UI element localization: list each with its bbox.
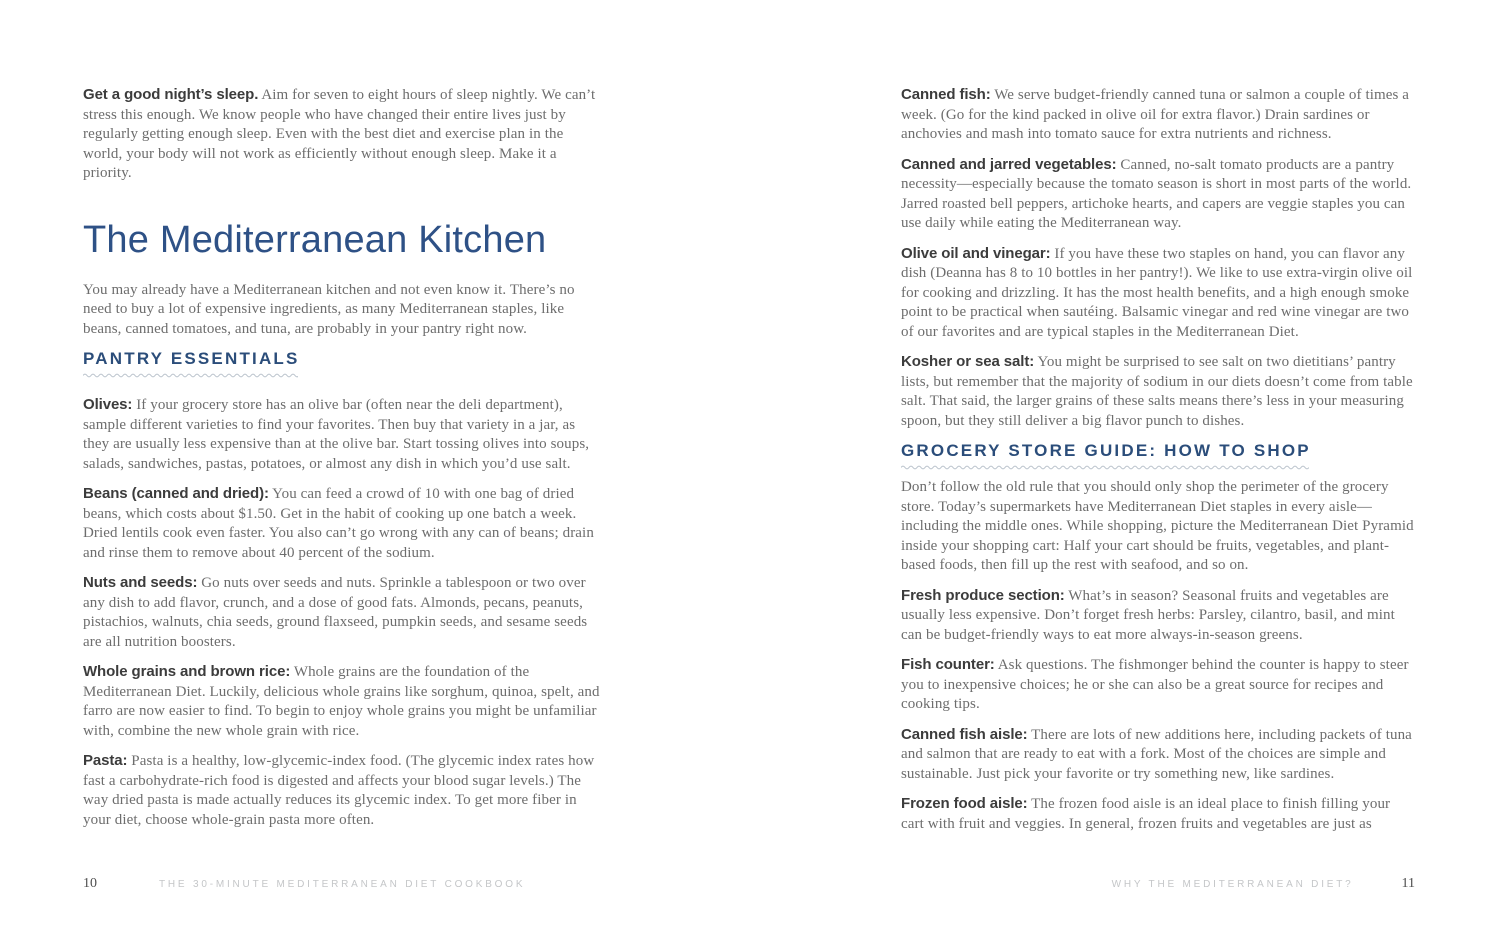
paragraph-nuts-seeds bbox=[83, 573, 600, 652]
paragraph-lead: Canned and jarred vegetables: bbox=[901, 155, 1117, 173]
paragraph-text: You might be surprised to see salt on two dietitians’ pantry lists, but remember that the majority of sodium in our diets doesn’t come from table salt. That said, the larger grains of these salts means there’s less in your measuring spoon, but they still deliver a big flavor punch to dishes. bbox=[901, 354, 1413, 429]
paragraph-beans bbox=[83, 484, 600, 563]
paragraph-text: Aim for seven to eight hours of sleep nightly. We can’t stress this enough. We know people who have changed their entire lives just by regularly getting enough sleep. Even with the best diet and exercise plan in the world, your body will not work as efficiently without enough sleep. Make it a priority. bbox=[83, 87, 596, 181]
paragraph-text: If your grocery store has an olive bar (often near the deli department), sample different varieties to find your favorites. Then buy that variety in a jar, as they are usually less expensive than at the olive bar. Start tossing olives into soups, salads, sandwiches, pastas, potatoes, or almost any dish in which you’d use salt. bbox=[83, 397, 590, 472]
section-heading-text: GROCERY STORE GUIDE: HOW TO SHOP bbox=[901, 441, 1311, 460]
paragraph-text: There are lots of new additions here, including packets of tuna and salmon that are ready to eat with a fork. Most of the choices are simple and sustainable. Just pick your favorite or try something new, like sardines. bbox=[901, 726, 1412, 782]
paragraph-lead: Canned fish aisle: bbox=[901, 725, 1028, 743]
chapter-title: The Mediterranean Kitchen bbox=[83, 218, 547, 261]
footer-right bbox=[750, 876, 1500, 892]
section-heading-pantry-essentials bbox=[83, 349, 600, 379]
paragraph-lead: Whole grains and brown rice: bbox=[83, 663, 291, 680]
paragraph-text: Canned, no-salt tomato products are a pantry necessity—especially because the tomato season is short in most parts of the world. Jarred roasted bell peppers, artichoke hearts, and capers are veggie staples you can use daily while eating the Mediterranean way. bbox=[901, 156, 1412, 231]
paragraph-text: The frozen food aisle is an ideal place to finish filling your cart with fruit and veggies. In general, frozen fruits and vegetables are just as bbox=[901, 796, 1391, 832]
page-number: 10 bbox=[83, 876, 97, 891]
wavy-underline-decoration bbox=[901, 464, 1309, 471]
section-heading-text: PANTRY ESSENTIALS bbox=[83, 349, 300, 368]
paragraph-text: You can feed a crowd of 10 with one bag of dried beans, which costs about $1.50. Get in the habit of cooking up one batch a week. Dried lentils cook even faster. You also can’t go wrong with any can of beans; drain and rinse them to remove about 40 percent of the sodium. bbox=[83, 486, 594, 561]
footer-left bbox=[0, 876, 750, 892]
running-title: WHY THE MEDITERRANEAN DIET? bbox=[1111, 879, 1354, 890]
paragraph-lead: Fish counter: bbox=[901, 656, 995, 673]
paragraph-text: Whole grains are the foundation of the Mediterranean Diet. Luckily, delicious whole grains like sorghum, quinoa, spelt, and farro are now easier to find. To begin to enjoy whole grains you might be unfamiliar with, combine the new whole grain with rice. bbox=[83, 664, 600, 739]
paragraph-text: Pasta is a healthy, low-glycemic-index food. (The glycemic index rates how fast a carbohydrate-rich food is digested and affects your blood sugar levels.) The way dried pasta is made actually reduces its glycemic index. To get more fiber in your diet, choose whole-grain pasta more often. bbox=[83, 753, 595, 828]
paragraph-frozen-food-aisle bbox=[901, 794, 1415, 834]
paragraph-text: What’s in season? Seasonal fruits and vegetables are usually less expensive. Don’t forget fresh herbs: Parsley, cilantro, basil, and mint can be budget-friendly ways to eat more always-in-season greens. bbox=[901, 587, 1395, 643]
paragraph-olive-oil-vinegar bbox=[901, 244, 1415, 343]
grocery-intro: Don’t follow the old rule that you should only shop the perimeter of the grocery store. Today’s supermarkets have Mediterranean Diet staples in every aisle—including the middle ones. While shopping, picture the Mediterranean Diet Pyramid inside your shopping cart: Half your cart should be fruits, vegetables, and plant-based foods, then fill up the rest with seafood, and so on. bbox=[901, 479, 1414, 573]
paragraph-lead: Canned fish: bbox=[901, 86, 991, 103]
paragraph-text: If you have these two staples on hand, you can flavor any dish (Deanna has 8 to 10 bottles in her pantry!). We like to use extra-virgin olive oil for cooking and drizzling. It has the most health benefits, and a high enough smoke point to be practical when sautéing. Balsamic vinegar and red wine vinegar are two of our favorites and are typical staples in the Mediterranean Diet. bbox=[901, 245, 1413, 340]
paragraph-lead: Olive oil and vinegar: bbox=[901, 244, 1051, 262]
paragraph-text: Ask questions. The fishmonger behind the counter is happy to steer you to inexpensive choices; he or she can also be a great source for recipes and cooking tips. bbox=[901, 657, 1409, 712]
paragraph-whole-grains bbox=[83, 662, 600, 741]
paragraph-sleep bbox=[83, 85, 600, 184]
section-heading-grocery-store-guide bbox=[901, 441, 1415, 471]
paragraph-lead: Get a good night’s sleep. bbox=[83, 86, 259, 103]
page-number: 11 bbox=[1401, 876, 1415, 891]
running-title: THE 30-MINUTE MEDITERRANEAN DIET COOKBOOK bbox=[159, 879, 526, 890]
paragraph-fresh-produce bbox=[901, 586, 1415, 646]
paragraph-canned-fish-aisle bbox=[901, 725, 1415, 785]
paragraph-canned-jarred-vegetables bbox=[901, 155, 1415, 234]
wavy-underline-decoration bbox=[83, 372, 298, 379]
paragraph-fish-counter bbox=[901, 655, 1415, 715]
paragraph-lead: Olives: bbox=[83, 396, 133, 413]
paragraph-lead: Beans (canned and dried): bbox=[83, 485, 269, 502]
paragraph-lead: Nuts and seeds: bbox=[83, 574, 198, 591]
paragraph-text: We serve budget-friendly canned tuna or salmon a couple of times a week. (Go for the kind packed in olive oil for extra flavor.) Drain sardines or anchovies and mash into tomato sauce for extra nutrients and richness. bbox=[901, 87, 1410, 142]
paragraph-lead: Fresh produce section: bbox=[901, 586, 1065, 604]
chapter-intro: You may already have a Mediterranean kitchen and not even know it. There’s no need to buy a lot of expensive ingredients, as many Mediterranean staples, like beans, canned tomatoes, and tuna, are probably in your pantry right now. bbox=[83, 281, 575, 337]
paragraph-olives bbox=[83, 395, 600, 474]
paragraph-lead: Kosher or sea salt: bbox=[901, 353, 1035, 370]
paragraph-kosher-sea-salt bbox=[901, 352, 1415, 431]
paragraph-lead: Pasta: bbox=[83, 752, 128, 769]
paragraph-text: Go nuts over seeds and nuts. Sprinkle a tablespoon or two over any dish to add flavor, crunch, and a dose of good fats. Almonds, pecans, peanuts, pistachios, walnuts, chia seeds, ground flaxseed, pumpkin seeds, and sesame seeds are all nutrition boosters. bbox=[83, 575, 588, 650]
page-right bbox=[750, 0, 1500, 925]
paragraph-canned-fish bbox=[901, 85, 1415, 145]
paragraph-lead: Frozen food aisle: bbox=[901, 795, 1028, 812]
paragraph-pasta bbox=[83, 751, 600, 830]
